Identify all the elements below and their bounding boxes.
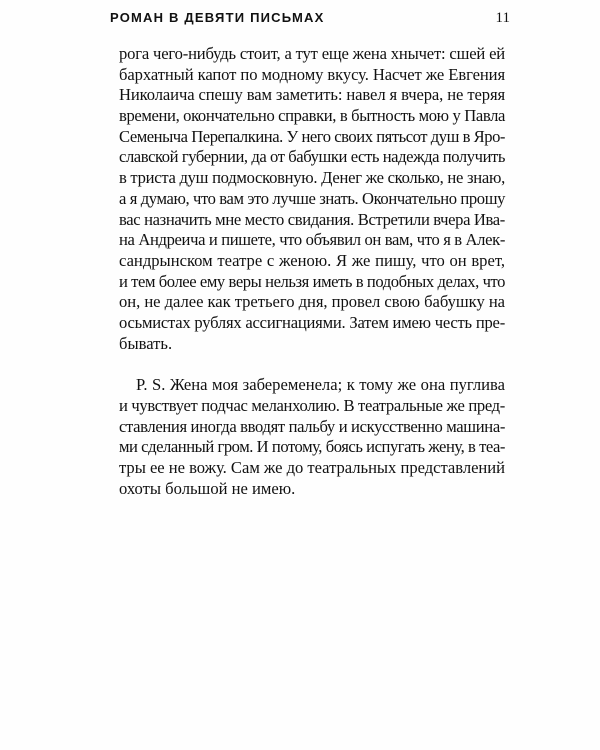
text-line: охоты большой не имею. bbox=[119, 478, 296, 498]
text-line: вас назначить мне место свидания. Встретили вчера Ива- bbox=[119, 209, 505, 229]
text-line: P. S. Жена моя забеременела; к тому же она пуглива bbox=[136, 375, 505, 395]
paragraph-spacer bbox=[119, 354, 505, 375]
running-title: РОМАН В ДЕВЯТИ ПИСЬМАХ bbox=[110, 10, 325, 25]
text-line: Семеныча Перепалкина. У него своих пятьсот душ в Яро- bbox=[119, 126, 505, 146]
text-line: ставления иногда вводят пальбу и искусственно машина- bbox=[119, 416, 506, 436]
text-line: и чувствует подчас меланхолию. В театральные же пред- bbox=[119, 396, 505, 415]
text-line: сандрынском театре с женою. Я же пишу, что он врет, bbox=[119, 250, 505, 270]
text-line: на Андреича и пишете, что объявил он вам, что я в Алек- bbox=[119, 230, 506, 250]
text-line: тры ее не вожу. Сам же до театральных представлений bbox=[119, 458, 505, 478]
paragraph-letter-body bbox=[119, 44, 505, 354]
text-line: ми сделанный гром. И потому, боясь испугать жену, в теа- bbox=[119, 437, 506, 457]
running-head bbox=[110, 9, 510, 33]
body-text bbox=[119, 44, 505, 499]
text-line: в триста душ подмосковную. Денег же сколько, не знаю, bbox=[119, 168, 505, 188]
text-line: славской губернии, да от бабушки есть надежда получить bbox=[119, 147, 506, 167]
paragraph-postscript bbox=[119, 375, 505, 499]
text-line: бархатный капот по модному вкусу. Насчет же Евгения bbox=[119, 64, 506, 84]
text-line: рога чего-нибудь стоит, а тут еще жена хнычет: сшей ей bbox=[119, 44, 505, 63]
text-line: осьмистах рублях ассигнациями. Затем имею честь пре- bbox=[119, 312, 505, 332]
page-number: 11 bbox=[495, 10, 510, 26]
text-line: а я думаю, что вам это лучше знать. Окончательно прошу bbox=[119, 188, 506, 208]
text-line: он, не далее как третьего дня, провел свою бабушку на bbox=[119, 292, 505, 312]
text-line: и тем более ему веры нельзя иметь в подобных делах, что bbox=[119, 271, 505, 291]
text-line: Николаича спешу вам заметить: навел я вчера, не теряя bbox=[119, 85, 505, 105]
text-line: бывать. bbox=[119, 333, 173, 353]
text-line: времени, окончательно справки, в бытность мою у Павла bbox=[119, 106, 505, 126]
